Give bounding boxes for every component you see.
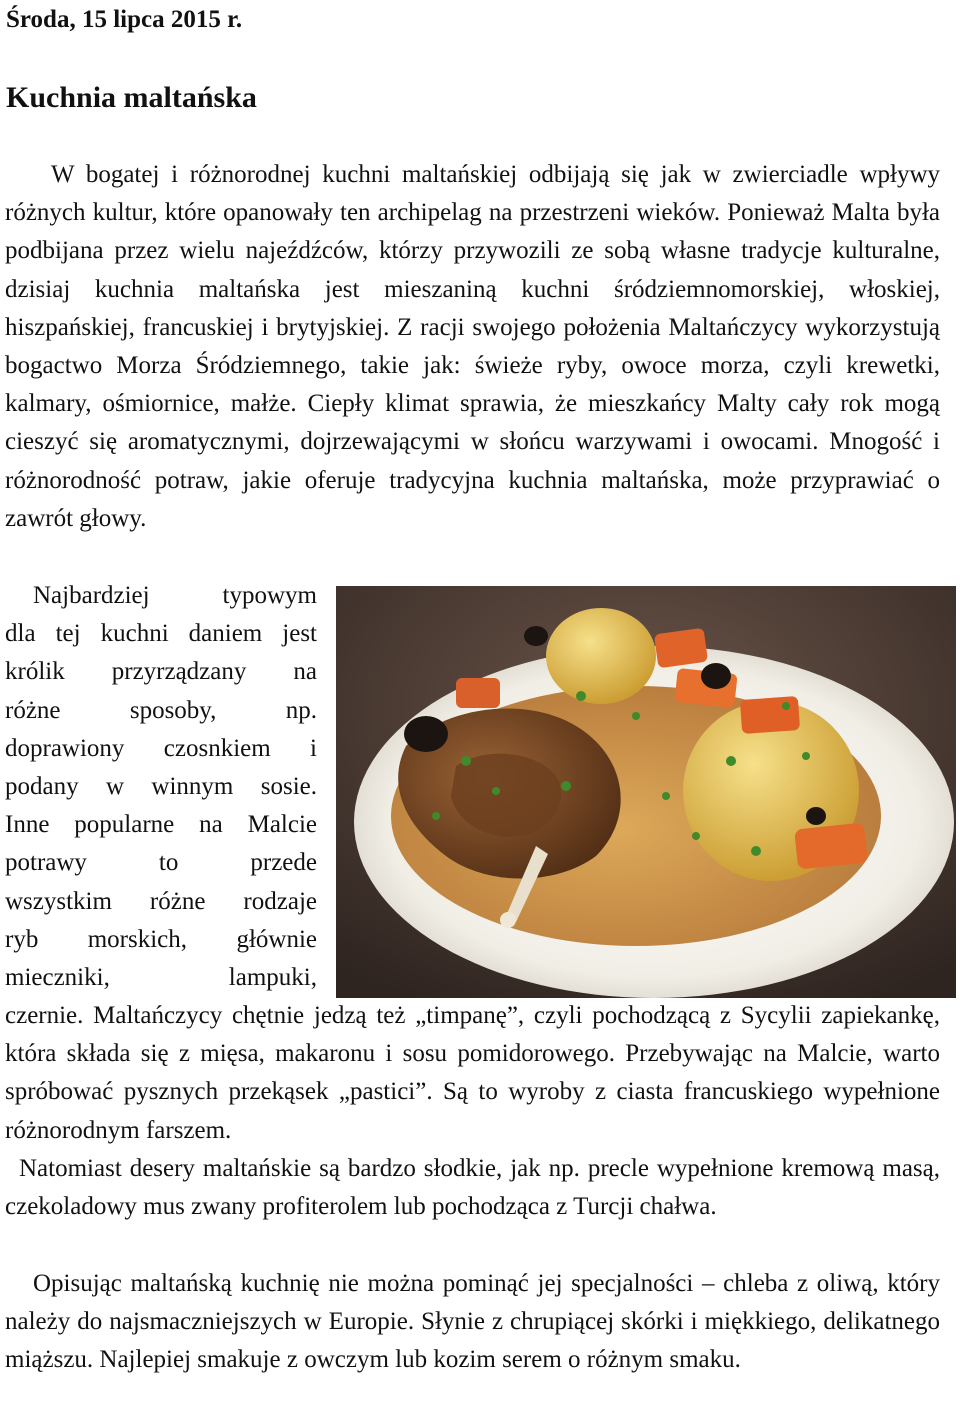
bread-paragraph: Opisując maltańską kuchnię nie można pominąć jej specjalności – chleba z oliwą, który należy do najsmaczniejszych w Europie. Słynie z chrupiącej skórki i miękkiego, delikatnego miąższu. Najlepiej smakuje z owczym lub kozim serem o różnym smaku.: [5, 1270, 940, 1374]
float-line: podany w winnym sosie.: [5, 773, 317, 801]
float-line: królik przyrządzany na: [5, 658, 317, 686]
float-line: mieczniki, lampuki,: [5, 964, 317, 992]
continuation-paragraph: czernie. Maltańczycy chętnie jedzą też „timpanę”, czyli pochodzącą z Sycylii zapiekankę, która składa się z mięsa, makaronu i sosu pomidorowego. Przebywając na Malcie, warto spróbować pysznych przekąsek „pastici”. Są to wyroby z ciasta francuskiego wypełnione różnorodnym farszem.: [5, 1002, 940, 1144]
article-date: Środa, 15 lipca 2015 r.: [6, 6, 243, 33]
float-line: wszystkim różne rodzaje: [5, 887, 317, 915]
rabbit-stew-dish-photo: [336, 586, 956, 998]
float-text-column: [5, 577, 317, 997]
float-line: Inne popularne na Malcie: [5, 811, 317, 839]
float-line: dla tej kuchni daniem jest: [5, 620, 317, 648]
float-line: ryb morskich, głównie: [5, 925, 317, 953]
intro-paragraph: W bogatej i różnorodnej kuchni maltańskiej odbijają się jak w zwierciadle wpływy różnych kultur, które opanowały ten archipelag na przestrzeni wieków. Ponieważ Malta była podbijana przez wielu najeźdźców, którzy przywozili ze sobą własne tradycje kulturalne, dzisiaj kuchnia maltańska jest mieszaniną kuchni śródziemnomorskiej, włoskiej, hiszpańskiej, francuskiej i brytyjskiej. Z racji swojego położenia Maltańczycy wykorzystują bogactwo Morza Śródziemnego, takie jak: świeże ryby, owoce morza, czyli krewetki, kalmary, ośmiornice, małże. Ciepły klimat sprawia, że mieszkańcy Malty cały rok mogą cieszyć się aromatycznymi, dojrzewającymi w słońcu warzywami i owocami. Mnogość i różnorodność potraw, jakie oferuje tradycyjna kuchnia maltańska, może przyprawiać o zawrót głowy.: [5, 161, 940, 532]
float-line: potrawy to przede: [5, 849, 317, 877]
article-title: Kuchnia maltańska: [6, 81, 257, 114]
float-line: Najbardziej typowym: [33, 582, 317, 609]
float-line: różne sposoby, np.: [5, 696, 317, 724]
dish-photo: [336, 586, 956, 998]
desserts-paragraph: Natomiast desery maltańskie są bardzo słodkie, jak np. precle wypełnione kremową masą, czekoladowy mus zwany profiterolem lub pochodząca z Turcji chałwa.: [5, 1155, 940, 1221]
float-line: doprawiony czosnkiem i: [5, 734, 317, 762]
